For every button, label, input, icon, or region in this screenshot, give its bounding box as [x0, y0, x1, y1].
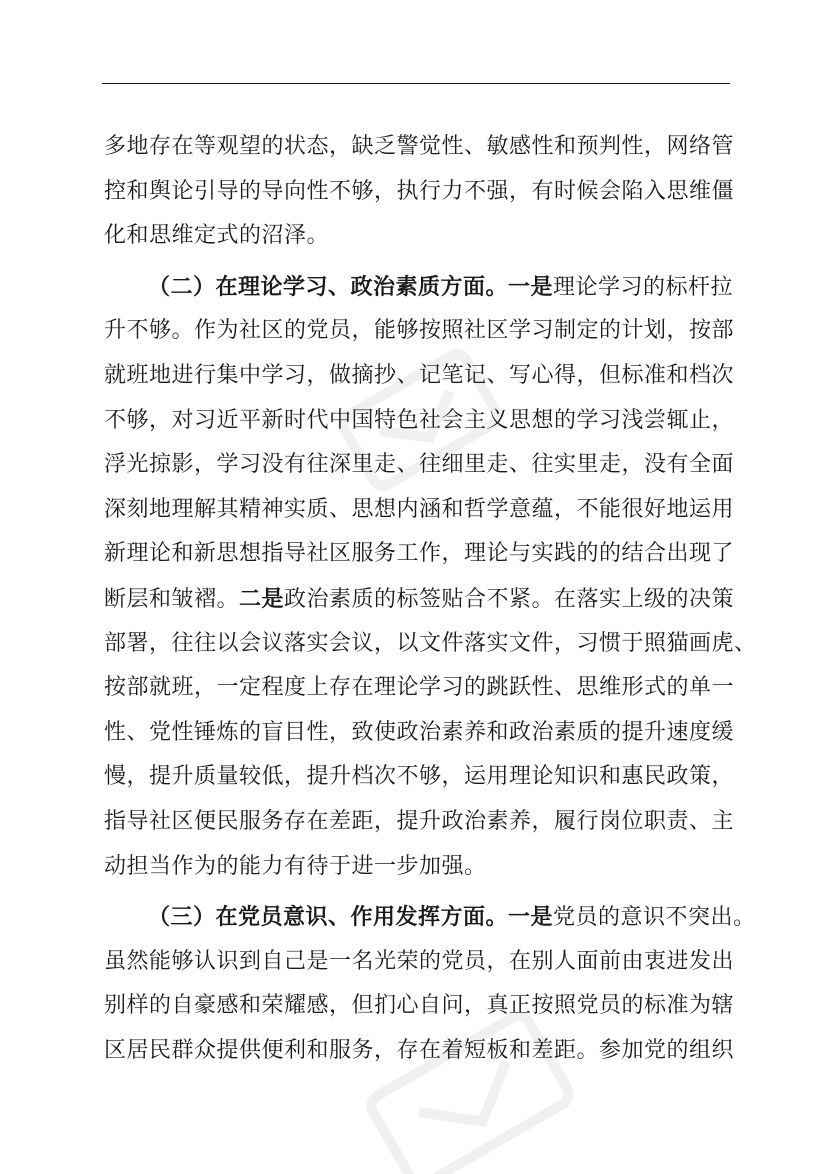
lead-marker: 一是 [508, 273, 554, 300]
text-run: 政治素质的标签贴合不紧。在落实上级的决策 [284, 586, 735, 612]
text-line: 多地存在等观望的状态，缺乏警觉性、敏感性和预判性，网络管 [104, 134, 735, 159]
paragraph-1 [104, 130, 735, 264]
text-line: 就班地进行集中学习，做摘抄、记笔记、写心得，但标准和档次 [104, 362, 735, 388]
text-line: 区居民群众提供便利和服务，存在着短板和差距。参加党的组织 [104, 1037, 735, 1063]
text-line: 化和思维定式的沼泽。 [104, 223, 330, 249]
text-line [104, 582, 735, 627]
text-line: 慢，提升质量较低，提升档次不够，运用理论知识和惠民政策， [104, 764, 735, 790]
text-line [104, 270, 734, 315]
text-run: 党员的意识不突出。 [553, 905, 756, 931]
text-line: 性、党性锤炼的盲目性，致使政治素养和政治素质的提升速度缓 [104, 719, 735, 745]
text-line: 别样的自豪感和荣耀感，但扪心自问，真正按照党员的标准为辖 [104, 993, 735, 1019]
paragraph-3 [104, 900, 756, 1078]
text-line: 指导社区便民服务存在差距，提升政治素养，履行岗位职责、主 [104, 808, 735, 834]
text-line: 深刻地理解其精神实质、思想内涵和哲学意蕴，不能很好地运用 [104, 496, 735, 522]
document-body [104, 130, 757, 1078]
text-line [104, 900, 756, 945]
section-heading: （三）在党员意识、作用发挥方面。 [148, 904, 509, 931]
text-line: 不够，对习近平新时代中国特色社会主义思想的学习浅尝辄止， [104, 407, 735, 433]
lead-marker: 二是 [239, 585, 285, 612]
text-line: 按部就班，一定程度上存在理论学习的跳跃性、思维形式的单一 [104, 675, 735, 701]
text-run: 理论学习的标杆拉 [553, 274, 734, 300]
header-rule [102, 83, 730, 84]
text-line: 升不够。作为社区的党员，能够按照社区学习制定的计划，按部 [104, 318, 735, 344]
text-run: 断层和皱褶。 [104, 586, 240, 612]
text-line: 部署，往往以会议落实会议，以文件落实文件，习惯于照猫画虎、 [104, 630, 757, 656]
text-line: 控和舆论引导的导向性不够，执行力不强，有时候会陷入思维僵 [104, 178, 735, 204]
text-line: 虽然能够认识到自己是一名光荣的党员，在别人面前由衷进发出 [104, 948, 735, 974]
section-heading: （二）在理论学习、政治素质方面。 [148, 273, 509, 300]
paragraph-2 [104, 270, 757, 894]
text-line: 浮光掠影，学习没有往深里走、往细里走、往实里走，没有全面 [104, 452, 735, 478]
text-line: 新理论和新思想指导社区服务工作，理论与实践的的结合出现了 [104, 541, 735, 567]
text-line: 动担当作为的能力有待于进一步加强。 [104, 853, 487, 879]
lead-marker: 一是 [508, 904, 554, 931]
